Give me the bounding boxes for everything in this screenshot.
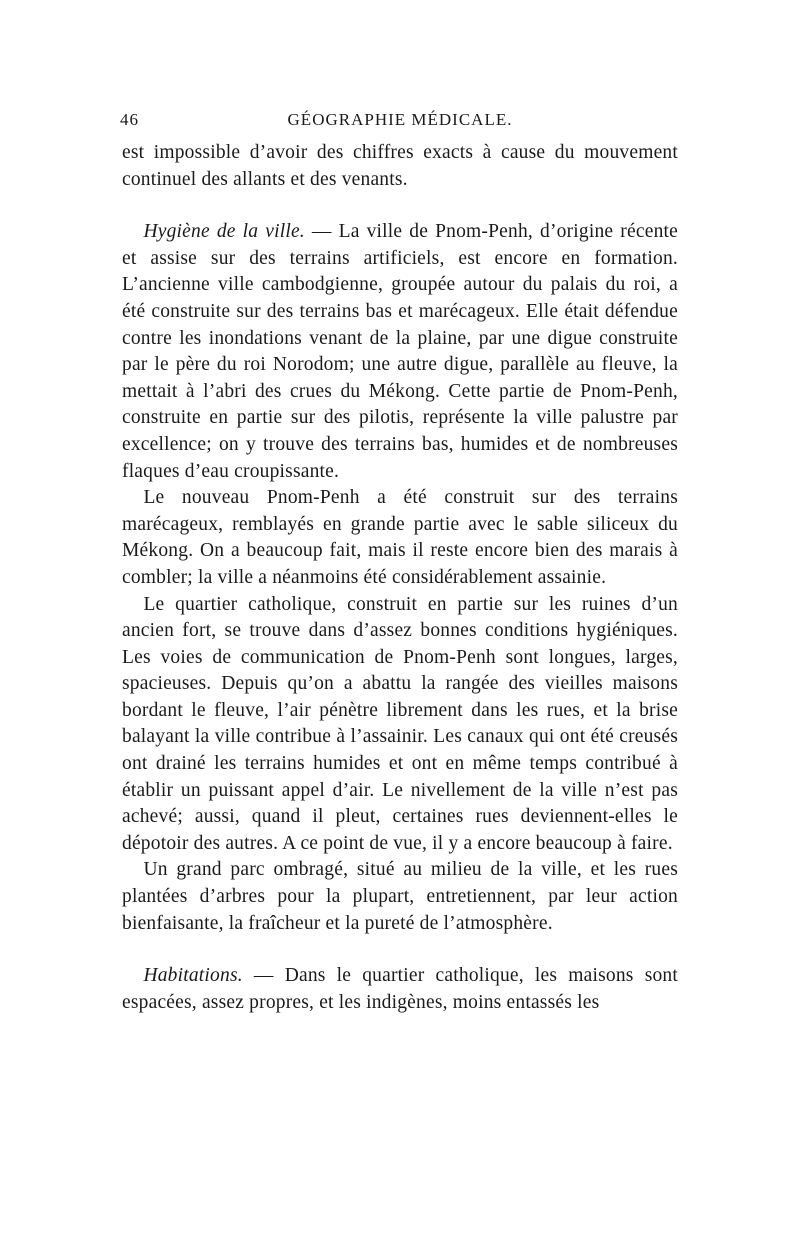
book-page xyxy=(122,110,678,1016)
paragraph-park: Un grand parc ombragé, situé au milieu de la ville, et les rues plantées d’arbres pour la plupart, entretiennent, par leur action bienfaisante, la fraîcheur et la pureté de l’atmosphère. xyxy=(122,859,678,934)
running-title: GÉOGRAPHIE MÉDICALE. xyxy=(287,110,513,129)
continuation-paragraph: est impossible d’avoir des chiffres exacts à cause du mouvement continuel des allants et des venants. xyxy=(122,142,678,190)
hygiene-text: — La ville de Pnom-Penh, d’origine récente et assise sur des terrains artificiels, est encore en formation. L’ancienne ville cambodgienne, groupée autour du palais du roi, a été construite sur des terrains bas et marécageux. Elle était défendue contre les inondations venant de la plaine, par une digue construite par le père du roi Norodom; une autre digue, parallèle au fleuve, la mettait à l’abri des crues du Mékong. Cette partie de Pnom-Penh, construite en partie sur des pilotis, représente la ville palustre par excellence; on y trouve des terrains bas, humides et de nombreuses flaques d’eau croupissante. xyxy=(122,221,678,482)
body-text xyxy=(122,140,678,1016)
paragraph-new-pnom-penh: Le nouveau Pnom-Penh a été construit sur des terrains marécageux, remblayés en grande partie avec le sable siliceux du Mékong. On a beaucoup fait, mais il reste encore bien des marais à combler; la ville a néanmoins été considérablement assainie. xyxy=(122,487,678,588)
page-number: 46 xyxy=(120,110,139,129)
habitations-heading: Habitations. xyxy=(143,965,243,987)
paragraph-catholic-quarter: Le quartier catholique, construit en partie sur les ruines d’un ancien fort, se trouve dans d’assez bonnes conditions hygiéniques. Les voies de communication de Pnom-Penh sont longues, larges, spacieuses. Depuis qu’on a abattu la rangée des vieilles maisons bordant le fleuve, l’air pénètre librement dans les rues, et la brise balayant la ville contribue à l’assainir. Les canaux qui ont été creusés ont drainé les terrains humides et ont en même temps contribué à établir un puissant appel d’air. Le nivellement de la ville n’est pas achevé; aussi, quand il pleut, certaines rues deviennent-elles le dépotoir des autres. A ce point de vue, il y a encore beaucoup à faire. xyxy=(122,593,678,854)
running-header xyxy=(122,110,678,140)
habitations-text: — Dans le quartier catholique, les maisons sont espacées, assez propres, et les indigènes, moins entassés les xyxy=(122,965,678,1013)
hygiene-paragraph xyxy=(122,219,678,485)
habitations-paragraph xyxy=(122,963,678,1016)
section-spacer xyxy=(122,937,678,963)
hygiene-heading: Hygiène de la ville. xyxy=(143,221,305,243)
section-spacer xyxy=(122,193,678,219)
